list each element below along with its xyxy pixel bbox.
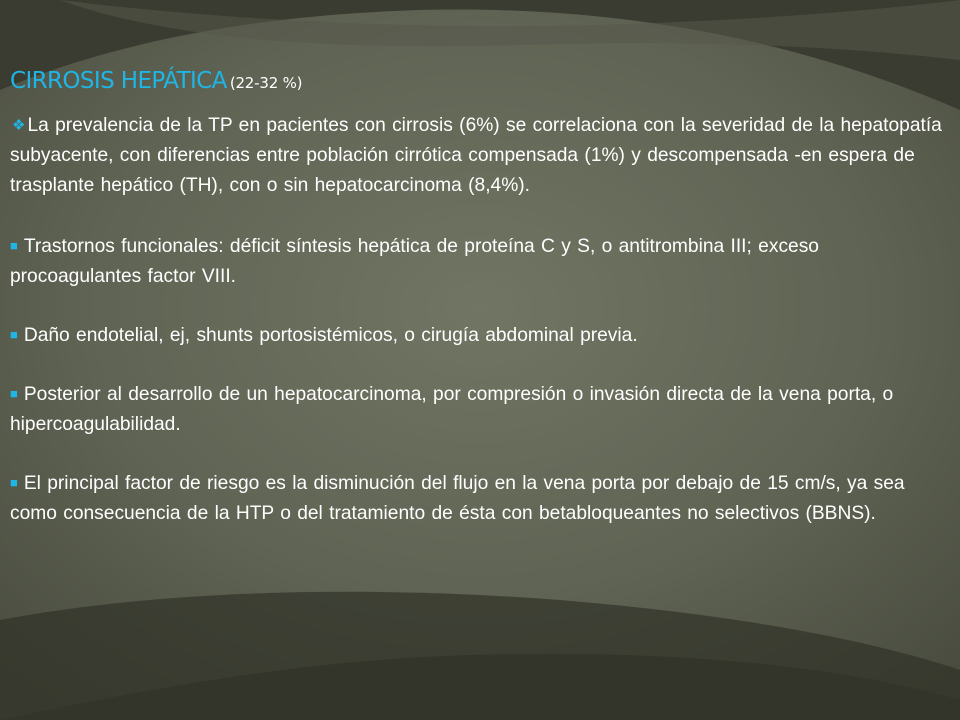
paragraph-functional-disorders [10, 231, 952, 292]
paragraph-risk-factor [10, 468, 952, 529]
spacer [10, 351, 952, 379]
paragraph-text: Posterior al desarrollo de un hepatocarcinoma, por compresión o invasión directa de la vena porta, o hipercoagulabilidad. [10, 384, 894, 435]
spacer [10, 292, 952, 320]
title-main: CIRROSIS HEPÁTICA [10, 68, 227, 94]
spacer [10, 201, 952, 231]
square-bullet-icon: ■ [10, 475, 18, 490]
slide-title [10, 66, 952, 99]
paragraph-text: La prevalencia de la TP en pacientes con cirrosis (6%) se correlaciona con la severidad de la hepatopatía subyacente, con diferencias entre población cirrótica compensada (1%) y descompensada -en espera de trasplante hepático (TH), con o sin hepatocarcinoma (8,4%). [10, 115, 942, 196]
paragraph-endothelial-damage [10, 320, 952, 351]
paragraph-hepatocarcinoma [10, 379, 952, 440]
square-bullet-icon: ■ [10, 327, 18, 342]
paragraph-text: El principal factor de riesgo es la disminución del flujo en la vena porta por debajo de 15 cm/s, ya sea como consecuencia de la HTP o del tratamiento de ésta con betabloqueantes no selectivos (BBNS). [10, 473, 905, 524]
paragraph-prevalence [10, 111, 952, 201]
slide-content [10, 66, 952, 529]
diamond-bullet-icon: ❖ [12, 117, 26, 134]
square-bullet-icon: ■ [10, 386, 18, 401]
square-bullet-icon: ■ [10, 238, 18, 253]
spacer [10, 440, 952, 468]
title-range: (22-32 %) [229, 74, 303, 92]
paragraph-text: Trastornos funcionales: déficit síntesis hepática de proteína C y S, o antitrombina III; exceso procoagulantes factor VIII. [10, 236, 819, 287]
paragraph-text: Daño endotelial, ej, shunts portosistémicos, o cirugía abdominal previa. [23, 325, 638, 346]
